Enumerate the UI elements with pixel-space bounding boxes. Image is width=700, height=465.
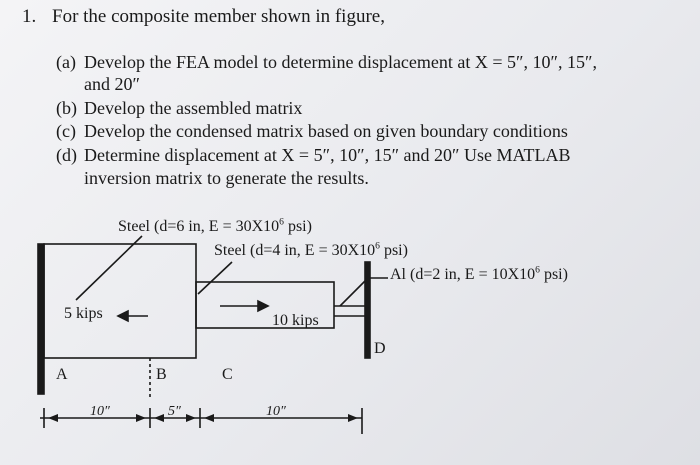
node-b-label: B bbox=[156, 366, 167, 383]
node-c-label: C bbox=[222, 366, 233, 383]
left-wall-support bbox=[38, 244, 44, 394]
part-d-text-continued: inversion matrix to generate the results. bbox=[84, 168, 369, 188]
dimension-label-cd: 10″ bbox=[266, 404, 286, 419]
load-5kips-label: 5 kips bbox=[64, 305, 103, 322]
part-a-text-continued: and 20″ bbox=[84, 74, 140, 94]
question-number: 1. bbox=[22, 6, 37, 27]
question-stem: For the composite member shown in figure, bbox=[52, 6, 385, 27]
dim-arrow-2-right bbox=[186, 414, 196, 422]
part-d-label: (d) bbox=[56, 145, 77, 165]
dim-arrow-2-left bbox=[154, 414, 164, 422]
dim-arrow-3-right bbox=[348, 414, 358, 422]
node-d-label: D bbox=[374, 340, 386, 357]
dimension-label-bc: 5″ bbox=[168, 404, 181, 419]
part-b-text: Develop the assembled matrix bbox=[84, 98, 303, 118]
dim-arrow-1-left bbox=[48, 414, 58, 422]
steel-segment-large bbox=[44, 244, 196, 358]
label-aluminum: Al (d=2 in, $E = 10X10^6$ psi) bbox=[390, 264, 568, 283]
leader-steel-large bbox=[76, 236, 142, 300]
part-d-text: Determine displacement at X = 5″, 10″, 15″ and 20″ Use MATLAB bbox=[84, 145, 571, 165]
label-steel-medium: Steel (d=4 in, $E = 30X10^6$ psi) bbox=[214, 240, 408, 259]
part-a-text: Develop the FEA model to determine displacement at X = 5″, 10″, 15″, bbox=[84, 52, 598, 72]
dim-arrow-3-left bbox=[204, 414, 214, 422]
load-5kips-arrowhead bbox=[118, 311, 128, 321]
node-a-label: A bbox=[56, 366, 68, 383]
dimension-label-ab: 10″ bbox=[90, 404, 110, 419]
right-wall-support bbox=[365, 262, 370, 358]
part-c-text: Develop the condensed matrix based on given boundary conditions bbox=[84, 121, 568, 141]
label-steel-large: Steel (d=6 in, $E = 30X10^6$ psi) bbox=[118, 216, 312, 235]
load-10kips-label: 10 kips bbox=[272, 312, 319, 329]
load-10kips-arrowhead bbox=[258, 301, 268, 311]
leader-steel-medium bbox=[198, 262, 232, 294]
leader-aluminum bbox=[340, 278, 368, 306]
part-c-label: (c) bbox=[56, 121, 76, 141]
part-a-label: (a) bbox=[56, 52, 76, 72]
dim-arrow-1-right bbox=[136, 414, 146, 422]
part-b-label: (b) bbox=[56, 98, 77, 118]
